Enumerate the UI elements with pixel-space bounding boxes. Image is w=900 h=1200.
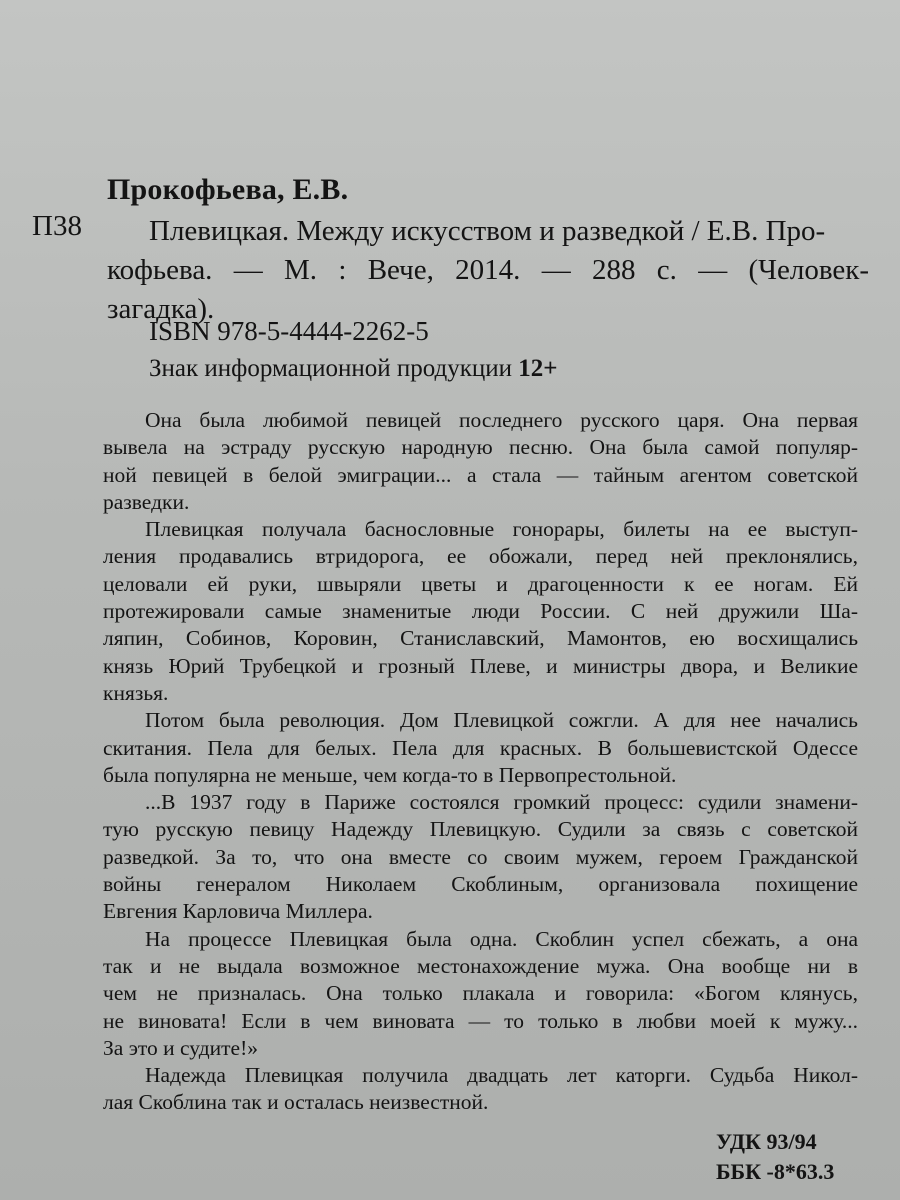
age-rating-line bbox=[149, 355, 558, 383]
annotation-line: не виновата! Если в чем виновата — то только в любви моей к мужу... bbox=[103, 1008, 858, 1033]
biblio-line: Плевицкая. Между искусством и разведкой / Е.В. Про- bbox=[149, 215, 826, 247]
annotation-line: вывела на эстраду русскую народную песню. Она была самой популяр- bbox=[103, 435, 858, 460]
annotation-line: чем не призналась. Она только плакала и говорила: «Богом клянусь, bbox=[103, 981, 858, 1006]
annotation-line: Евгения Карловича Миллера. bbox=[103, 899, 373, 924]
annotation-paragraph bbox=[103, 516, 858, 707]
annotation-line: скитания. Пела для белых. Пела для красных. В большевистской Одессе bbox=[103, 735, 858, 760]
udk-code: УДК 93/94 bbox=[716, 1129, 817, 1154]
annotation-line: так и не выдала возможное местонахождение мужа. Она вообще ни в bbox=[103, 953, 858, 978]
classification-codes bbox=[716, 1127, 834, 1187]
isbn: ISBN 978-5-4444-2262-5 bbox=[149, 316, 429, 346]
annotation-line: На процессе Плевицкая была одна. Скоблин успел сбежать, а она bbox=[145, 926, 858, 951]
age-rating-label: Знак информационной продукции bbox=[149, 355, 513, 382]
biblio-line: кофьева. — М. : Вече, 2014. — 288 с. — (Человек- bbox=[107, 254, 869, 286]
annotation-line: ляпин, Собинов, Коровин, Станиславский, Мамонтов, ею восхищались bbox=[103, 626, 858, 651]
annotation-text bbox=[103, 407, 858, 1117]
annotation-line: войны генералом Николаем Скоблиным, организовала похищение bbox=[103, 872, 858, 897]
age-rating-value: 12+ bbox=[518, 355, 558, 382]
annotation-line: тую русскую певицу Надежду Плевицкую. Судили за связь с советской bbox=[103, 817, 858, 842]
annotation-line: ...В 1937 году в Париже состоялся громкий процесс: судили знамени- bbox=[145, 790, 858, 815]
library-code: П38 bbox=[32, 210, 82, 242]
annotation-line: была популярна не меньше, чем когда-то в Первопрестольной. bbox=[103, 762, 677, 787]
biblio-line: загадка). bbox=[107, 293, 215, 325]
annotation-line: разведки. bbox=[103, 489, 190, 514]
annotation-paragraph bbox=[103, 407, 858, 516]
annotation-line: разведкой. За то, что она вместе со своим мужем, героем Гражданской bbox=[103, 844, 858, 869]
annotation-paragraph bbox=[103, 707, 858, 789]
annotation-line: ления продавались втридорога, ее обожали, перед ней преклонялись, bbox=[103, 544, 858, 569]
annotation-line: князья. bbox=[103, 680, 169, 705]
annotation-line: протежировали самые знаменитые люди России. С ней дружили Ша- bbox=[103, 599, 858, 624]
annotation-line: Она была любимой певицей последнего русского царя. Она первая bbox=[145, 408, 858, 432]
annotation-line: Плевицкая получала баснословные гонорары, билеты на ее выступ- bbox=[145, 517, 858, 542]
bibliographic-record bbox=[107, 212, 869, 329]
annotation-line: За это и судите!» bbox=[103, 1035, 258, 1060]
annotation-paragraph bbox=[103, 926, 858, 1062]
annotation-line: целовали ей руки, швыряли цветы и драгоценности к ее ногам. Ей bbox=[103, 571, 858, 596]
annotation-line: Потом была революция. Дом Плевицкой сожгли. А для нее начались bbox=[145, 708, 858, 733]
annotation-paragraph bbox=[103, 1062, 858, 1117]
annotation-line: лая Скоблина так и осталась неизвестной. bbox=[103, 1090, 489, 1115]
annotation-line: Надежда Плевицкая получила двадцать лет каторги. Судьба Никол- bbox=[145, 1063, 858, 1088]
annotation-line: ной певицей в белой эмиграции... а стала — тайным агентом советской bbox=[103, 462, 858, 487]
annotation-paragraph bbox=[103, 789, 858, 925]
annotation-line: князь Юрий Трубецкой и грозный Плеве, и министры двора, и Великие bbox=[103, 653, 858, 678]
bbk-code: ББК -8*63.3 bbox=[716, 1159, 835, 1184]
author-name: Прокофьева, Е.В. bbox=[107, 173, 349, 206]
